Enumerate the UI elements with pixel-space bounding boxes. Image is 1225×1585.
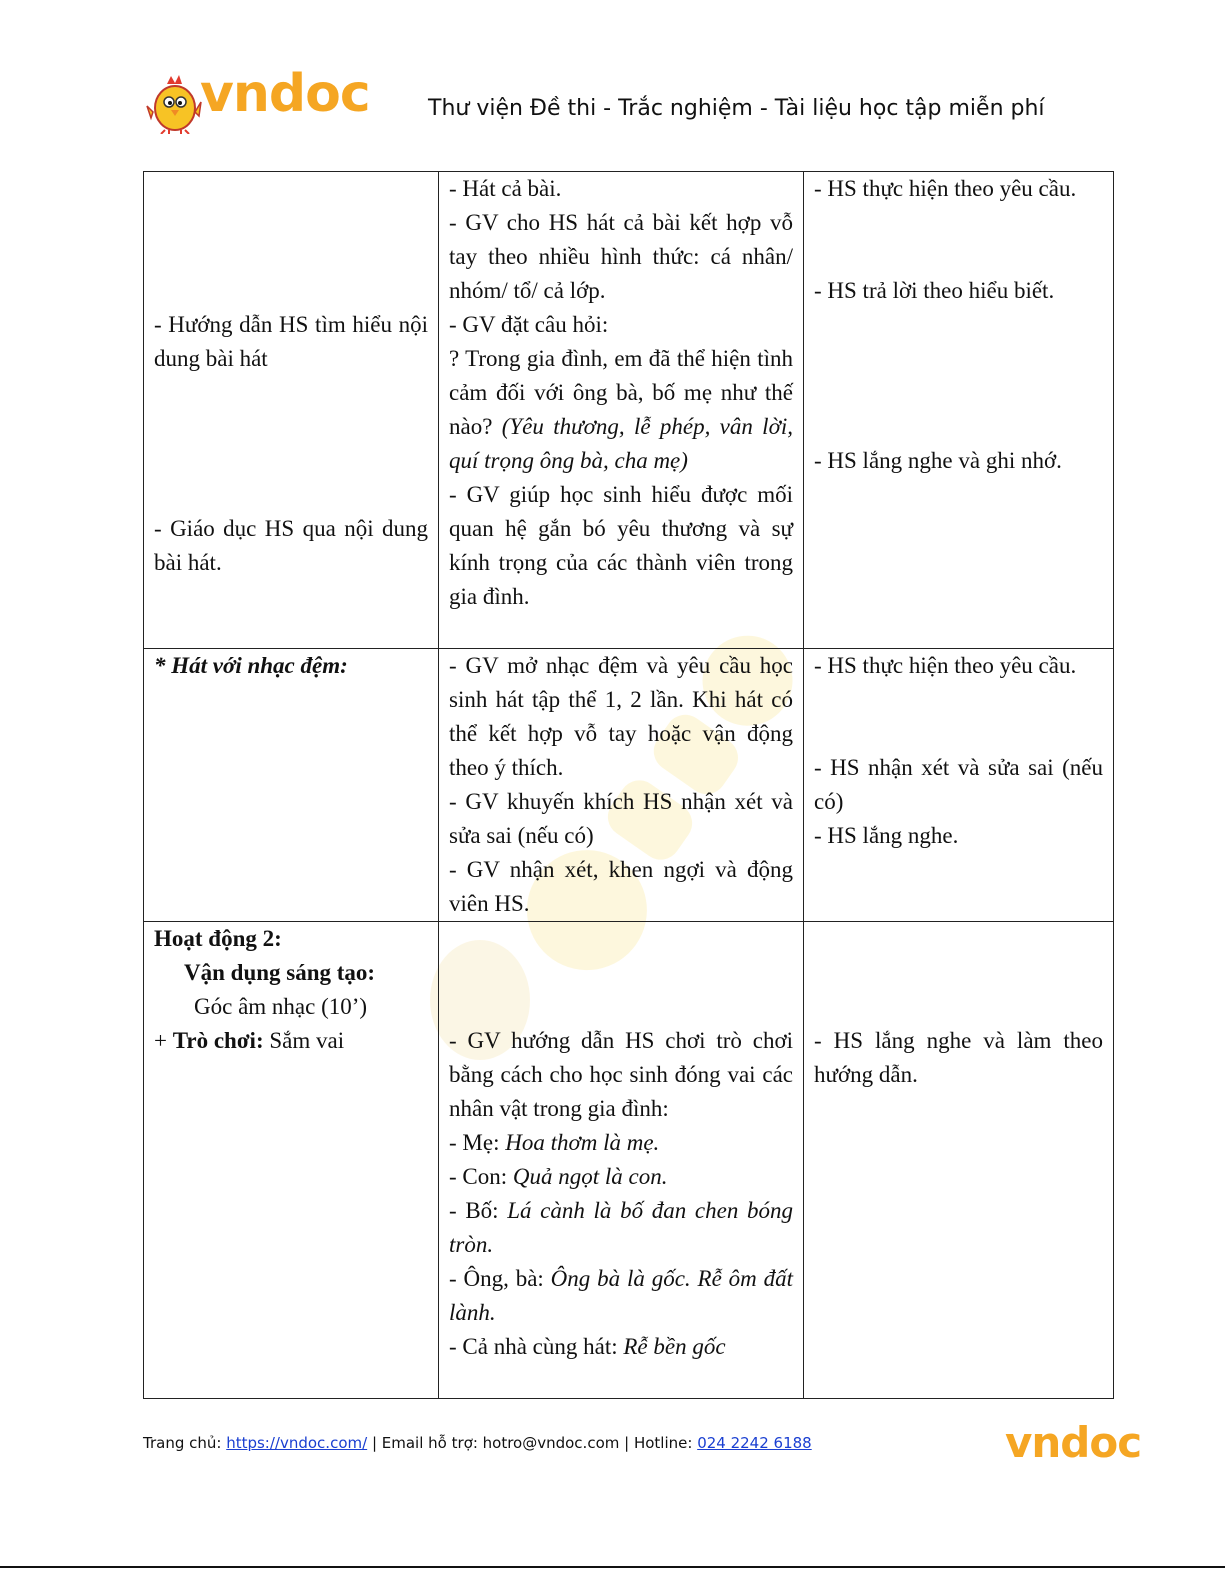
question-text: ? Trong gia đình, em đã thể hiện tình cảm đối với ông bà, bố mẹ như thế nào? bbox=[449, 346, 793, 439]
objective-text: - Giáo dục HS qua nội dung bài hát. bbox=[154, 516, 428, 575]
chicken-mascot-icon bbox=[145, 72, 203, 134]
home-link[interactable]: https://vndoc.com/ bbox=[226, 1434, 368, 1452]
teacher-activity-cell bbox=[439, 172, 804, 649]
teacher-activity-cell bbox=[439, 649, 804, 922]
table-row bbox=[144, 172, 1114, 649]
activity-line: - GV hướng dẫn HS chơi trò chơi bằng cách cho học sinh đóng vai các nhân vật trong gia đình: bbox=[449, 1028, 793, 1121]
objective-cell bbox=[144, 172, 439, 649]
student-line: - HS thực hiện theo yêu cầu. bbox=[814, 176, 1077, 201]
email-label: | Email hỗ trợ: hotro@vndoc.com | Hotline: bbox=[367, 1434, 698, 1452]
activity-line: - GV giúp học sinh hiểu được mối quan hệ gắn bó yêu thương và sự kính trọng của các thành viên trong gia đình. bbox=[449, 482, 793, 609]
role-line bbox=[449, 1194, 793, 1262]
activity-line: - Hát cả bài. bbox=[449, 176, 562, 201]
objective-text: - Hướng dẫn HS tìm hiểu nội dung bài hát bbox=[154, 312, 428, 371]
role-lyric: Ông bà là gốc. Rễ ôm đất lành. bbox=[449, 1266, 793, 1325]
role-lyric: Quả ngọt là con. bbox=[512, 1164, 668, 1189]
page-bottom-divider bbox=[0, 1566, 1225, 1568]
activity-subheading: Vận dụng sáng tạo: bbox=[184, 960, 376, 985]
game-label: Trò chơi: bbox=[172, 1028, 264, 1053]
lesson-plan-table bbox=[143, 171, 1114, 1399]
activity-line: - GV đặt câu hỏi: bbox=[449, 312, 609, 337]
role-line bbox=[449, 1330, 793, 1364]
section-heading: * Hát với nhạc đệm: bbox=[154, 653, 348, 678]
page-footer bbox=[143, 1418, 1143, 1470]
table-row bbox=[144, 922, 1114, 1399]
role-label: - Mẹ: bbox=[449, 1130, 506, 1155]
role-lyric: Rễ bền gốc bbox=[623, 1334, 726, 1359]
game-name: Sắm vai bbox=[263, 1028, 345, 1053]
student-line: - HS lắng nghe và làm theo hướng dẫn. bbox=[814, 1028, 1103, 1087]
student-line: - HS lắng nghe. bbox=[814, 823, 959, 848]
role-lyric: Hoa thơm là mẹ. bbox=[505, 1130, 660, 1155]
student-activity-cell bbox=[804, 649, 1114, 922]
role-line bbox=[449, 1262, 793, 1330]
plus-prefix: + bbox=[154, 1028, 173, 1053]
hotline-link[interactable]: 024 2242 6188 bbox=[697, 1434, 812, 1452]
student-line: - HS lắng nghe và ghi nhớ. bbox=[814, 448, 1062, 473]
activity-line: - GV mở nhạc đệm và yêu cầu học sinh hát tập thể 1, 2 lần. Khi hát có thể kết hợp vỗ tay hoặc vận động theo ý thích. bbox=[449, 653, 793, 780]
logo-wordmark: vndoc bbox=[200, 64, 370, 124]
student-line: - HS nhận xét và sửa sai (nếu có) bbox=[814, 755, 1103, 814]
activity-heading: Hoạt động 2: bbox=[154, 926, 282, 951]
student-line: - HS trả lời theo hiểu biết. bbox=[814, 278, 1055, 303]
role-line bbox=[449, 1160, 793, 1194]
role-label: - Cả nhà cùng hát: bbox=[449, 1334, 624, 1359]
vndoc-logo[interactable] bbox=[145, 64, 375, 138]
activity-question bbox=[449, 342, 793, 478]
role-label: - Ông, bà: bbox=[449, 1266, 551, 1291]
student-activity-cell bbox=[804, 172, 1114, 649]
header-tagline: Thư viện Đề thi - Trắc nghiệm - Tài liệu học tập miễn phí bbox=[428, 96, 1045, 121]
activity-subheading: Góc âm nhạc (10’) bbox=[194, 994, 368, 1019]
role-label: - Con: bbox=[449, 1164, 513, 1189]
student-activity-cell bbox=[804, 922, 1114, 1399]
activity-line: - GV nhận xét, khen ngợi và động viên HS. bbox=[449, 857, 793, 916]
objective-cell bbox=[144, 649, 439, 922]
role-lyric: Lá cành là bố đan chen bóng tròn. bbox=[449, 1198, 793, 1257]
teacher-activity-cell bbox=[439, 922, 804, 1399]
student-line: - HS thực hiện theo yêu cầu. bbox=[814, 653, 1077, 678]
footer-logo[interactable]: vndoc bbox=[1005, 1418, 1142, 1467]
role-label: - Bố: bbox=[449, 1198, 508, 1223]
activity-line: - GV cho HS hát cả bài kết hợp vỗ tay theo nhiều hình thức: cá nhân/ nhóm/ tổ/ cả lớp. bbox=[449, 210, 793, 303]
footer-contact bbox=[143, 1434, 812, 1452]
home-label: Trang chủ: bbox=[143, 1434, 227, 1452]
page-header bbox=[0, 0, 1225, 150]
table-row bbox=[144, 649, 1114, 922]
objective-cell bbox=[144, 922, 439, 1399]
activity-line: - GV khuyến khích HS nhận xét và sửa sai (nếu có) bbox=[449, 789, 793, 848]
role-line bbox=[449, 1126, 793, 1160]
answer-hint: (Yêu thương, lễ phép, vân lời, quí trọng ông bà, cha mẹ) bbox=[449, 414, 793, 473]
game-title bbox=[154, 1024, 428, 1058]
